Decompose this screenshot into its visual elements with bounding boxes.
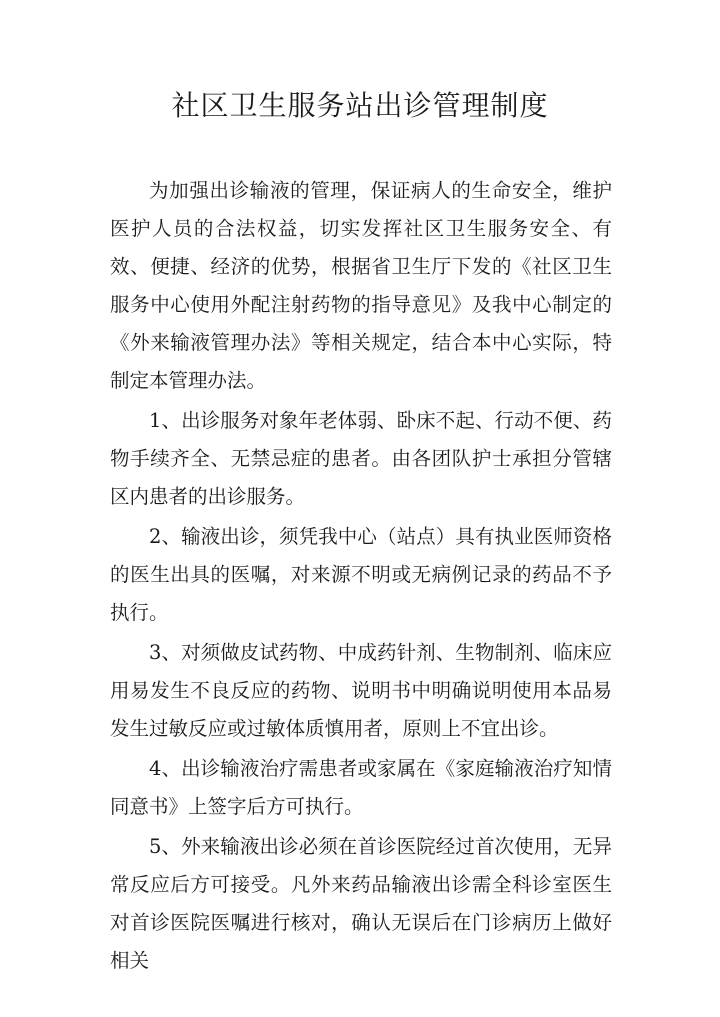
paragraph-item-1: 1、出诊服务对象年老体弱、卧床不起、行动不便、药物手续齐全、无禁忌症的患者。由各团队护士承担分管辖区内患者的出诊服务。 — [110, 409, 612, 508]
paragraph-intro: 为加强出诊输液的管理，保证病人的生命安全，维护医护人员的合法权益，切实发挥社区卫生服务安全、有效、便捷、经济的优势，根据省卫生厅下发的《社区卫生服务中心使用外配注射药物的指导意见》及我中心制定的《外来输液管理办法》等相关规定，结合本中心实际，特制定本管理办法。 — [110, 179, 612, 392]
paragraph-item-4: 4、出诊输液治疗需患者或家属在《家庭输液治疗知情同意书》上签字后方可执行。 — [110, 757, 612, 818]
paragraph-item-5: 5、外来输液出诊必须在首诊医院经过首次使用，无异常反应后方可接受。凡外来药品输液出诊需全科诊室医生对首诊医院医嘱进行核对，确认无误后在门诊病历上做好相关 — [110, 835, 612, 972]
paragraph-item-2: 2、输液出诊，须凭我中心（站点）具有执业医师资格的医生出具的医嘱，对来源不明或无病例记录的药品不予执行。 — [110, 525, 612, 624]
document-title: 社区卫生服务站出诊管理制度 — [171, 89, 549, 122]
document-body — [110, 172, 612, 982]
paragraph-item-3: 3、对须做皮试药物、中成药针剂、生物制剂、临床应用易发生不良反应的药物、说明书中明确说明使用本品易发生过敏反应或过敏体质慎用者，原则上不宜出诊。 — [110, 641, 612, 740]
